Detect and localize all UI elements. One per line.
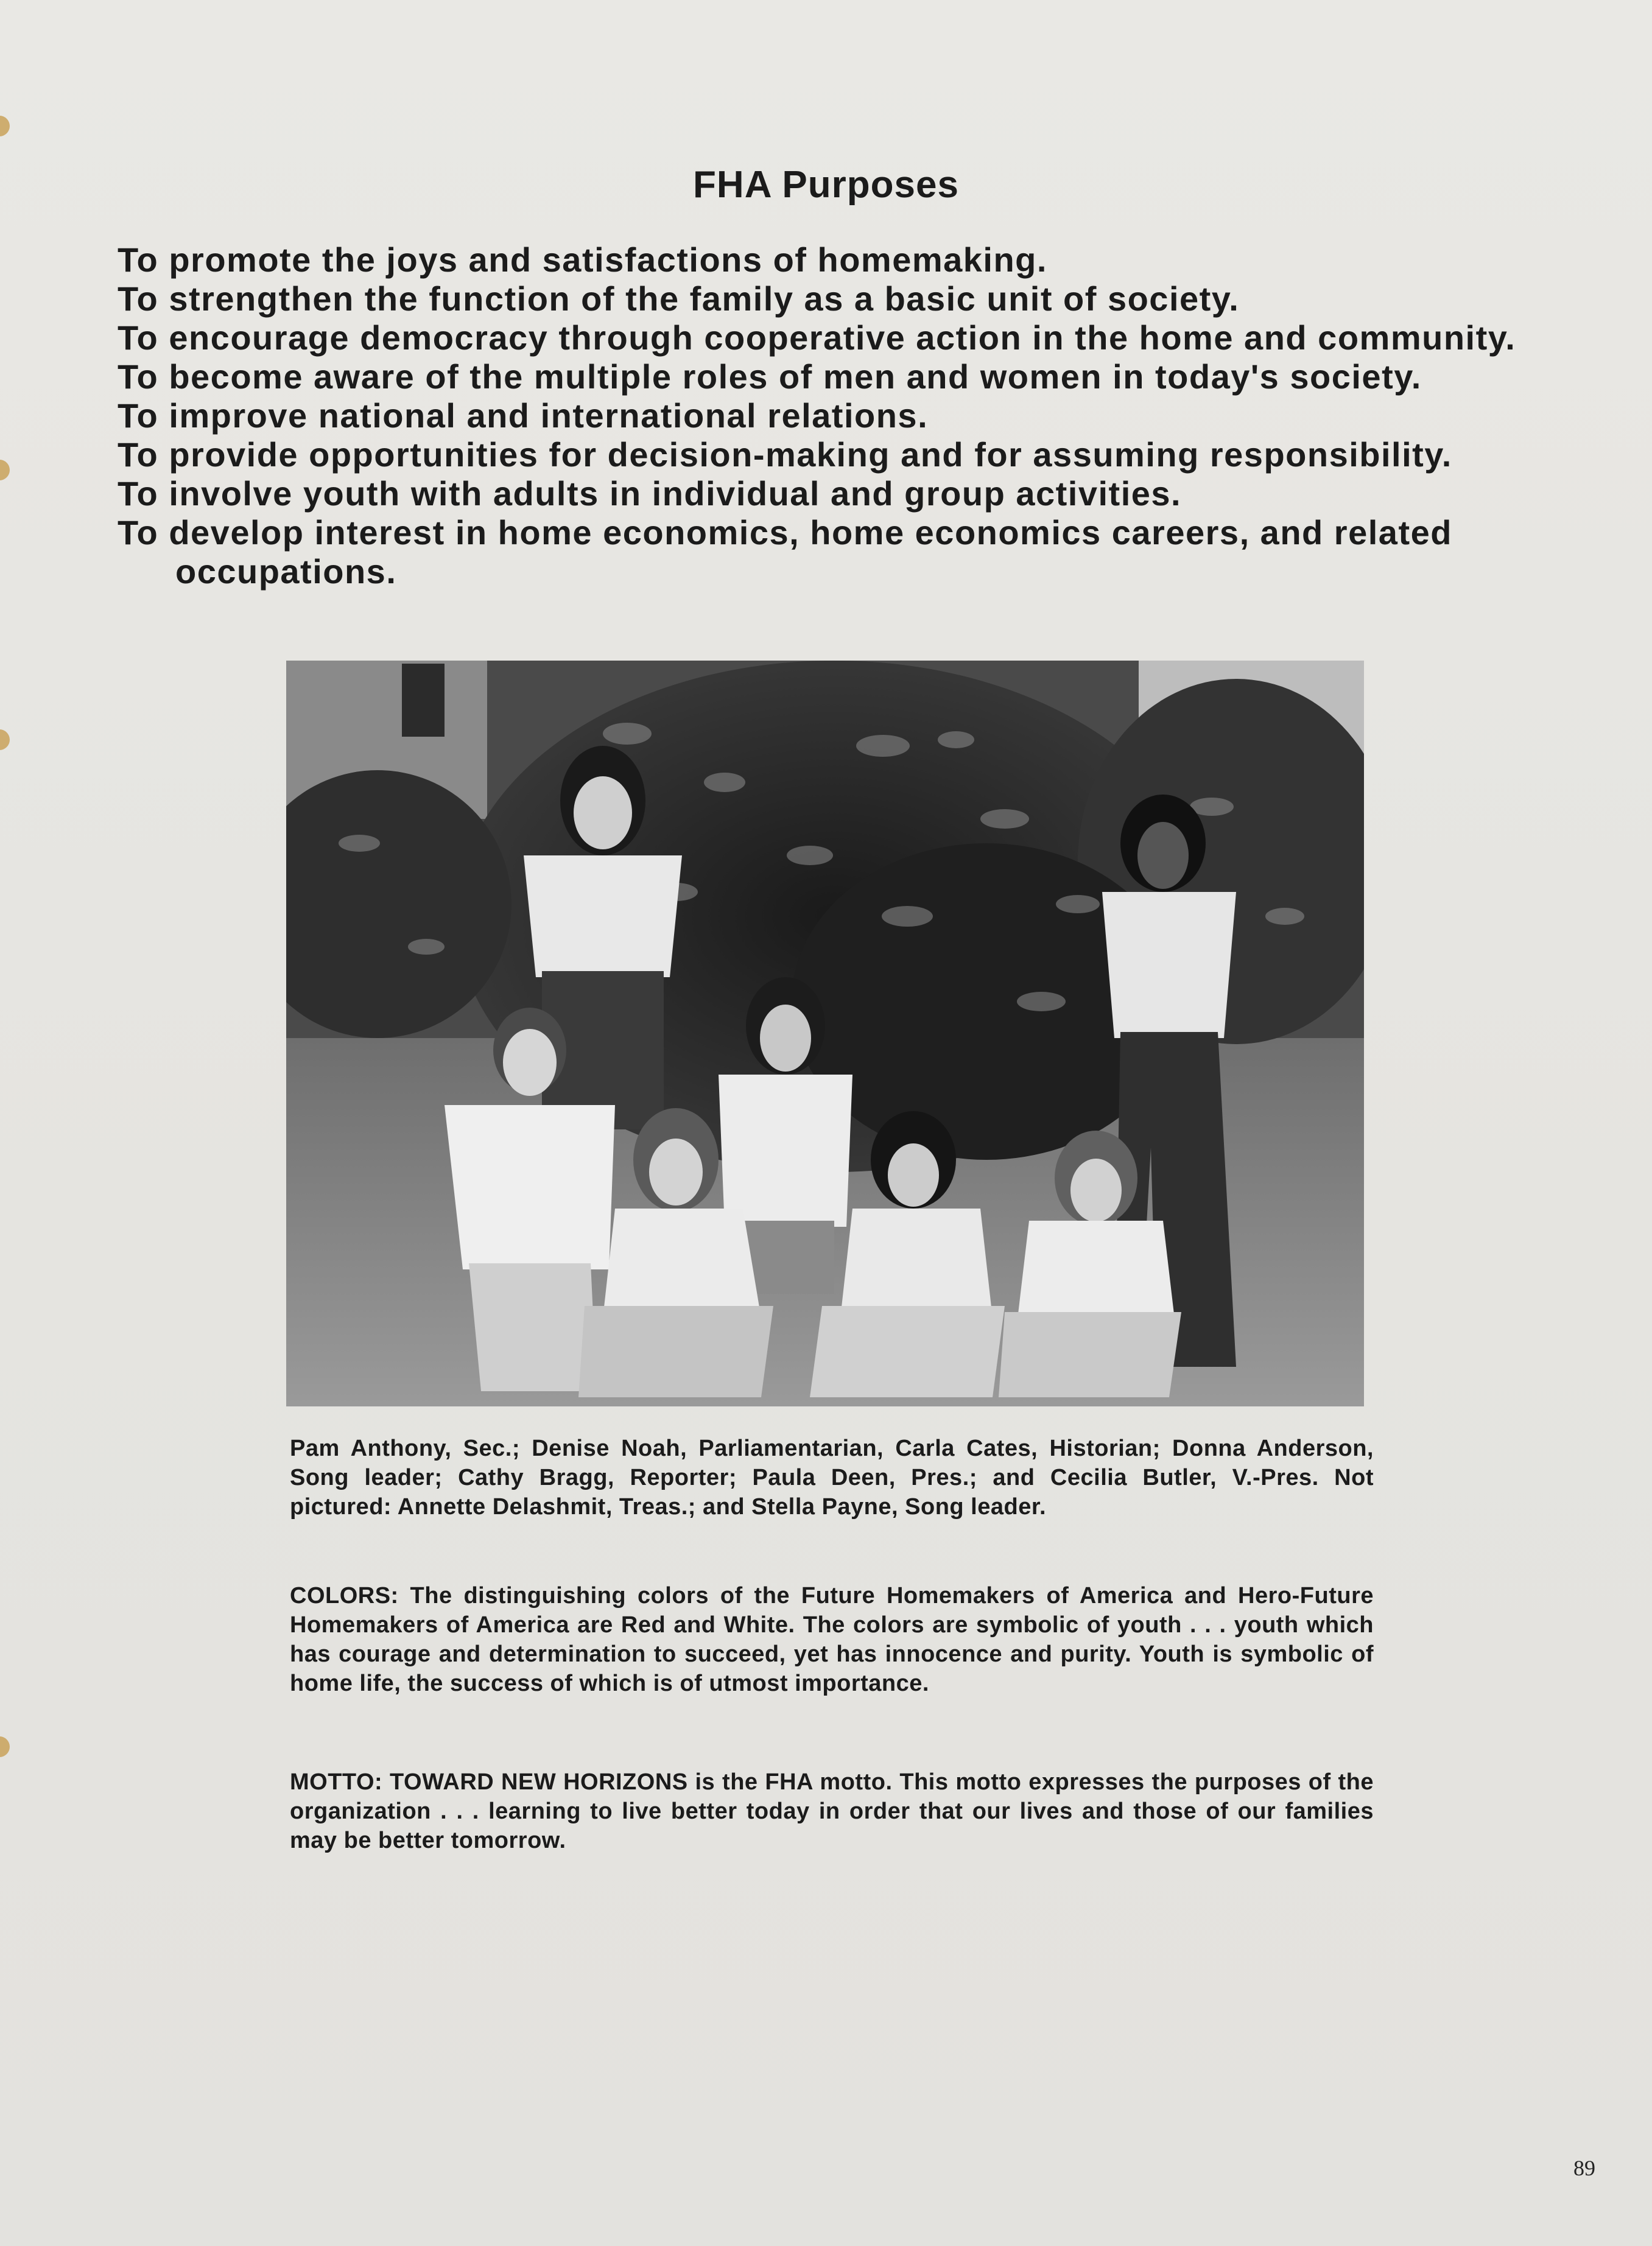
page-number: 89 — [1573, 2156, 1595, 2180]
binder-hole-mark — [0, 460, 10, 480]
page-title: FHA Purposes — [693, 164, 959, 206]
photo-caption: Pam Anthony, Sec.; Denise Noah, Parliamentarian, Carla Cates, Historian; Donna Anderson, Song leader; Cathy Bragg, Reporter; Paula Deen, Pres.; and Cecilia Butler, V.-Pres. Not pictured: Annette Delashmit, Treas.; and Stella Payne, Song leader. — [290, 1436, 1374, 1520]
purpose-item: To develop interest in home economics, home economics careers, and related occupations. — [118, 513, 1452, 591]
purpose-item: To provide opportunities for decision-making and for assuming responsibility. — [118, 435, 1452, 474]
colors-paragraph: COLORS: The distinguishing colors of the Future Homemakers of America and Hero-Future Homemakers of America are Red and White. The colors are symbolic of youth . . . youth which has courage and determination to succeed, yet has innocence and purity. Youth is symbolic of home life, the success of which is of utmost importance. — [290, 1583, 1374, 1696]
purpose-item: To involve youth with adults in individual and group activities. — [118, 474, 1182, 513]
motto-paragraph: MOTTO: TOWARD NEW HORIZONS is the FHA motto. This motto expresses the purposes of the organization . . . learning to live better today in order that our lives and those of our families may be better tomorrow. — [290, 1769, 1374, 1853]
binder-hole-mark — [0, 116, 10, 136]
purpose-item: To improve national and international relations. — [118, 396, 929, 435]
purpose-item: To strengthen the function of the family as a basic unit of society. — [118, 279, 1240, 318]
purpose-item: To encourage democracy through cooperative action in the home and community. — [118, 318, 1516, 357]
group-photo-image — [286, 661, 1364, 1406]
binder-hole-mark — [0, 729, 10, 750]
group-photo — [286, 661, 1364, 1406]
purposes-list — [118, 240, 1542, 591]
binder-hole-mark — [0, 1736, 10, 1757]
purpose-item: To become aware of the multiple roles of men and women in today's society. — [118, 357, 1422, 396]
purpose-item: To promote the joys and satisfactions of homemaking. — [118, 240, 1047, 279]
